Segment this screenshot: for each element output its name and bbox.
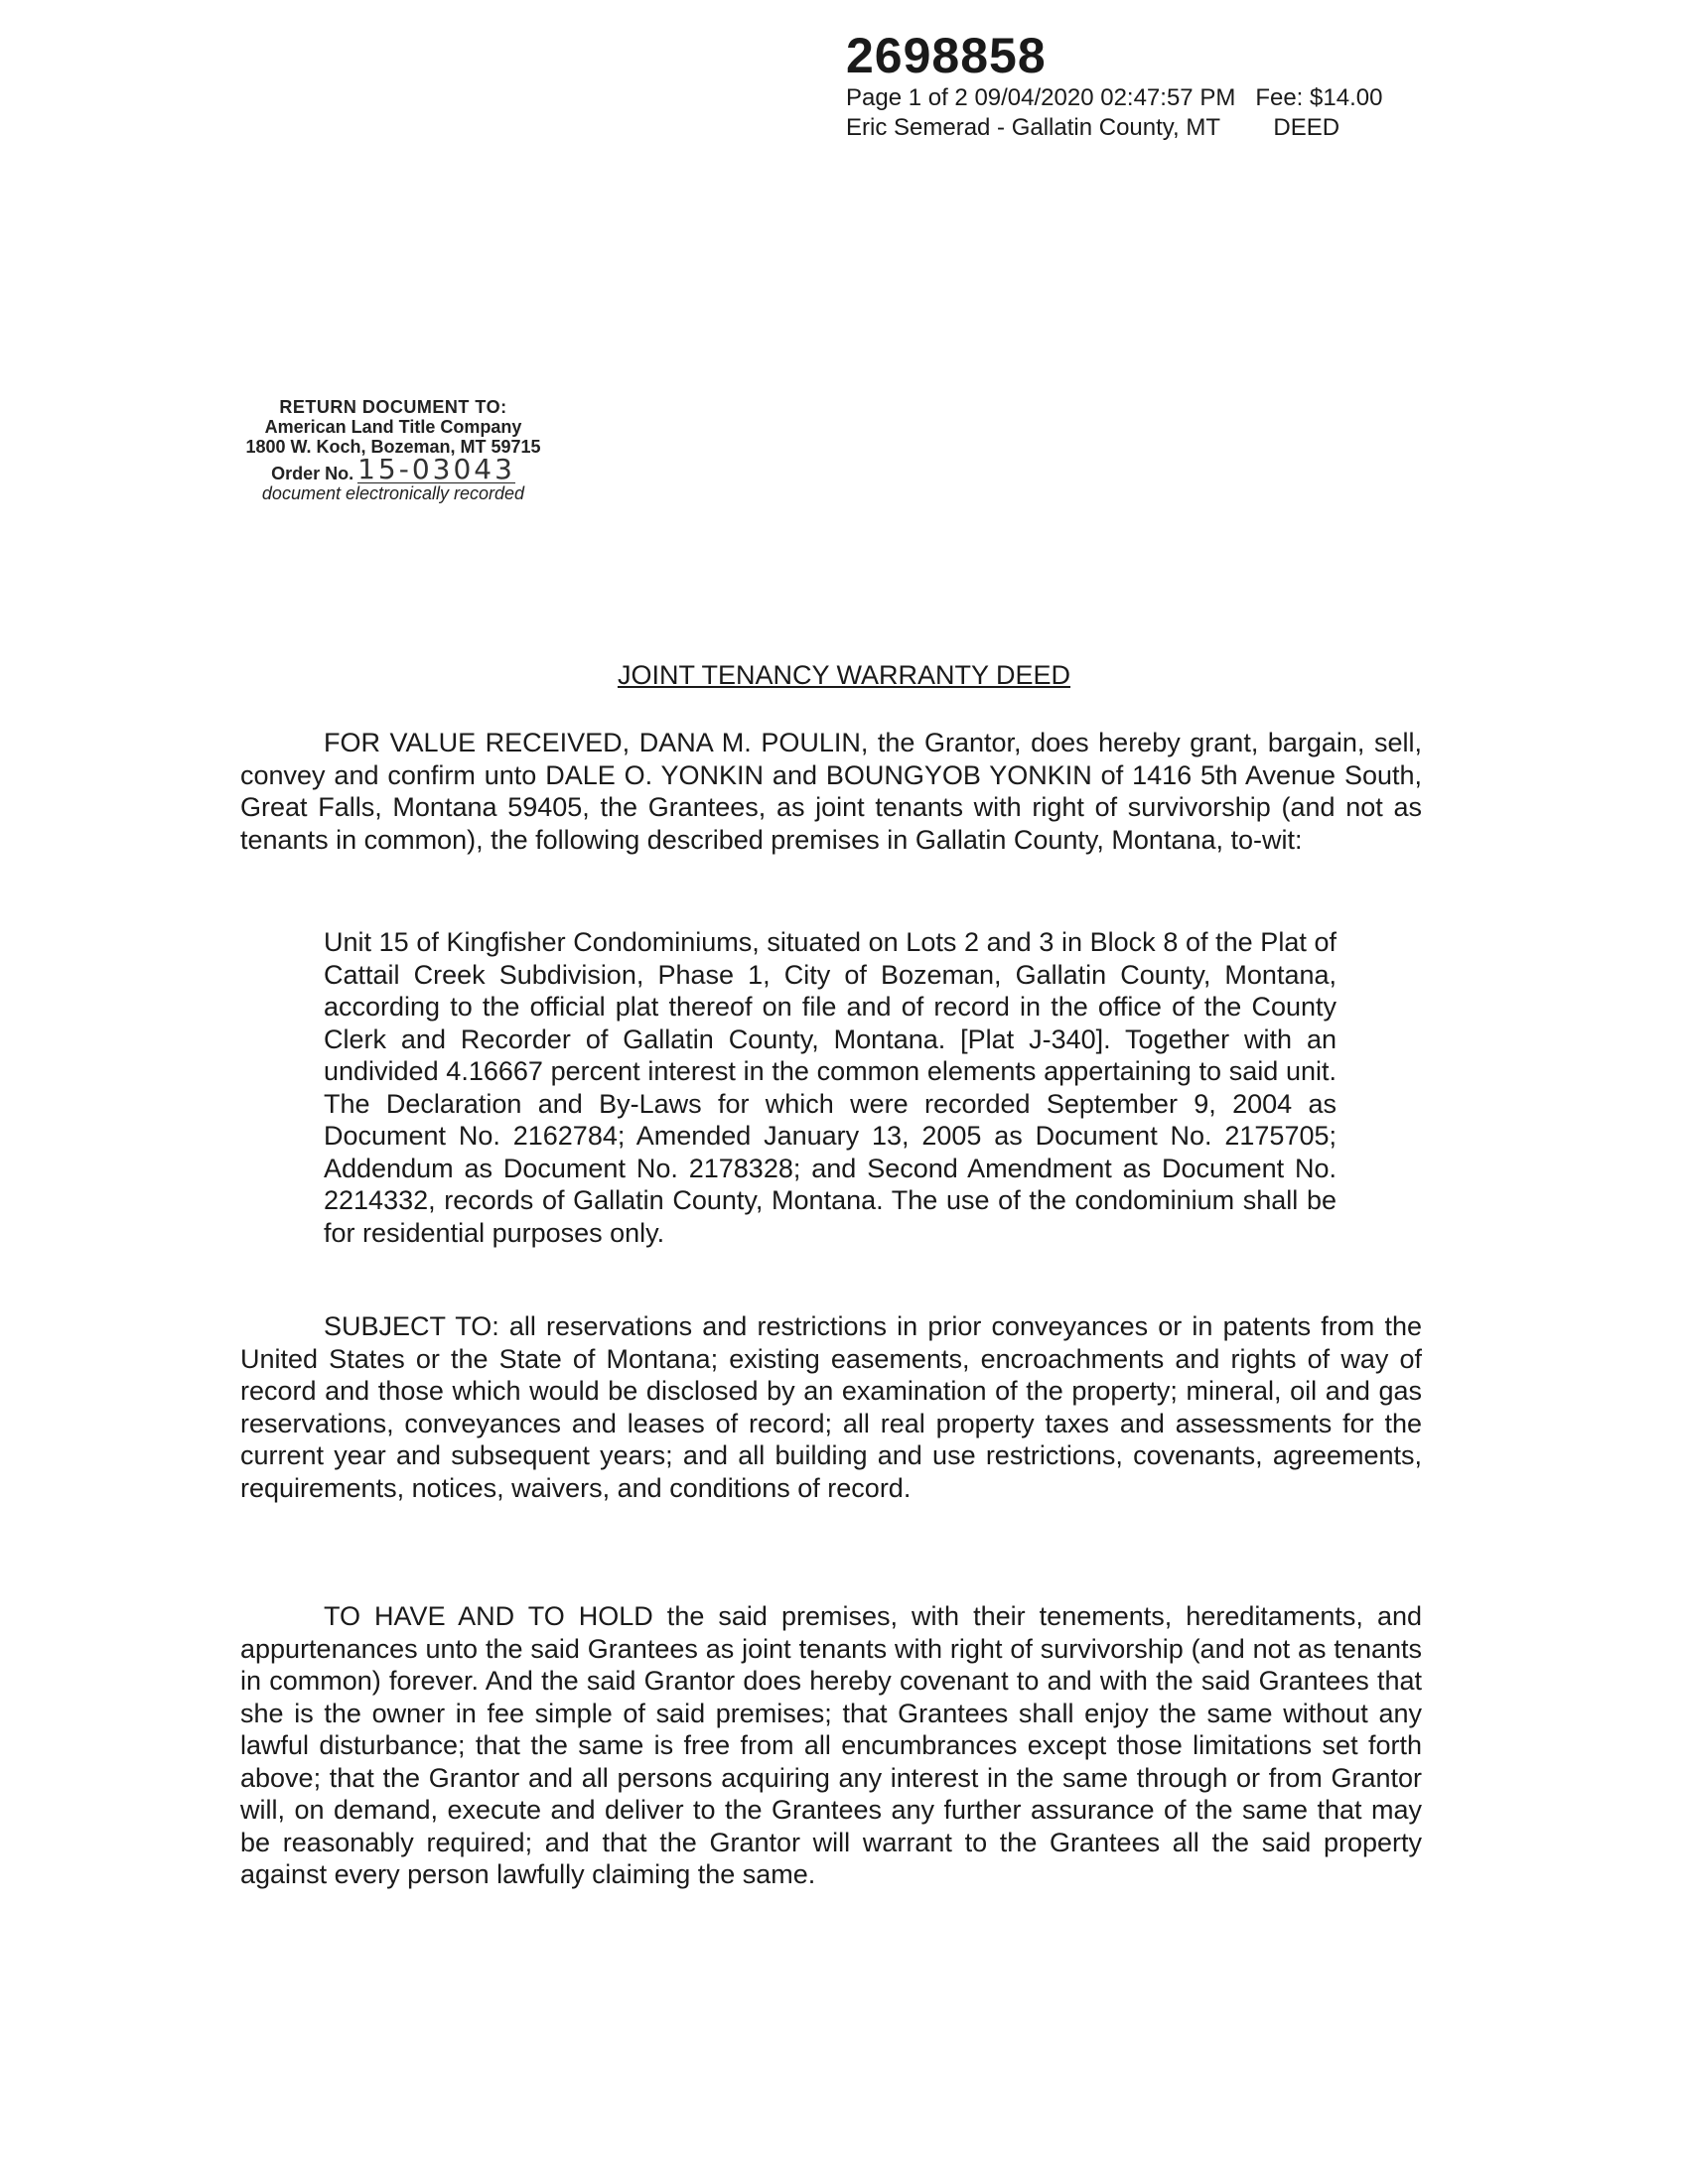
- return-company: American Land Title Company: [264, 417, 522, 437]
- legal-description: Unit 15 of Kingfisher Condominiums, situated on Lots 2 and 3 in Block 8 of the Plat of Cattail Creek Subdivision, Phase 1, City of Bozeman, Gallatin County, Montana, according to the official plat thereof on file and of record in the office of the County Clerk and Recorder of Gallatin County, Montana. [Plat J-340]. Together with an undivided 4.16667 percent interest in the common elements appertaining to said unit. The Declaration and By-Laws for which were recorded September 9, 2004 as Document No. 2162784; Amended January 13, 2005 as Document No. 2175705; Addendum as Document No. 2178328; and Second Amendment as Document No. 2214332, records of Gallatin County, Montana. The use of the condominium shall be for residential purposes only.: [324, 927, 1336, 1248]
- return-address-block: [205, 397, 582, 503]
- return-title: RETURN DOCUMENT TO:: [279, 397, 507, 417]
- document-number: 2698858: [846, 28, 1047, 83]
- recording-fee: Fee: $14.00: [1255, 84, 1383, 111]
- order-number: 15-03043: [357, 453, 515, 485]
- recorder-line: [846, 113, 1541, 143]
- recording-stamp: [846, 28, 1541, 143]
- return-address: 1800 W. Koch, Bozeman, MT 59715: [245, 437, 541, 457]
- recording-note: document electronically recorded: [261, 483, 525, 503]
- document-type: DEED: [1273, 114, 1340, 141]
- order-label: Order No.: [271, 464, 354, 483]
- deed-title: JOINT TENANCY WARRANTY DEED: [617, 660, 1071, 690]
- recording-datetime: 09/04/2020 02:47:57 PM: [974, 84, 1236, 111]
- recording-info-line: [846, 83, 1541, 113]
- page-info: Page 1 of 2: [846, 84, 968, 111]
- recorder-name: Eric Semerad - Gallatin County, MT: [846, 114, 1221, 141]
- order-number-line: [205, 453, 582, 485]
- habendum-paragraph: TO HAVE AND TO HOLD the said premises, with their tenements, hereditaments, and appurtenances unto the said Grantees as joint tenants with right of survivorship (and not as tenants in common) forever. And the said Grantor does hereby covenant to and with the said Grantees that she is the owner in fee simple of said premises; that Grantees shall enjoy the same without any lawful disturbance; that the same is free from all encumbrances except those limitations set forth above; that the Grantor and all persons acquiring any interest in the same through or from Grantor will, on demand, execute and deliver to the Grantees any further assurance of the same that may be reasonably required; and that the Grantor will warrant to the Grantees all the said property against every person lawfully claiming the same.: [240, 1601, 1422, 1889]
- subject-to-paragraph: SUBJECT TO: all reservations and restrictions in prior conveyances or in patents from the United States or the State of Montana; existing easements, encroachments and rights of way of record and those which would be disclosed by an examination of the property; mineral, oil and gas reservations, conveyances and leases of record; all real property taxes and assessments for the current year and subsequent years; and all building and use restrictions, covenants, agreements, requirements, notices, waivers, and conditions of record.: [240, 1311, 1422, 1503]
- grant-paragraph: FOR VALUE RECEIVED, DANA M. POULIN, the Grantor, does hereby grant, bargain, sell, convey and confirm unto DALE O. YONKIN and BOUNGYOB YONKIN of 1416 5th Avenue South, Great Falls, Montana 59405, the Grantees, as joint tenants with right of survivorship (and not as tenants in common), the following described premises in Gallatin County, Montana, to-wit:: [240, 728, 1422, 855]
